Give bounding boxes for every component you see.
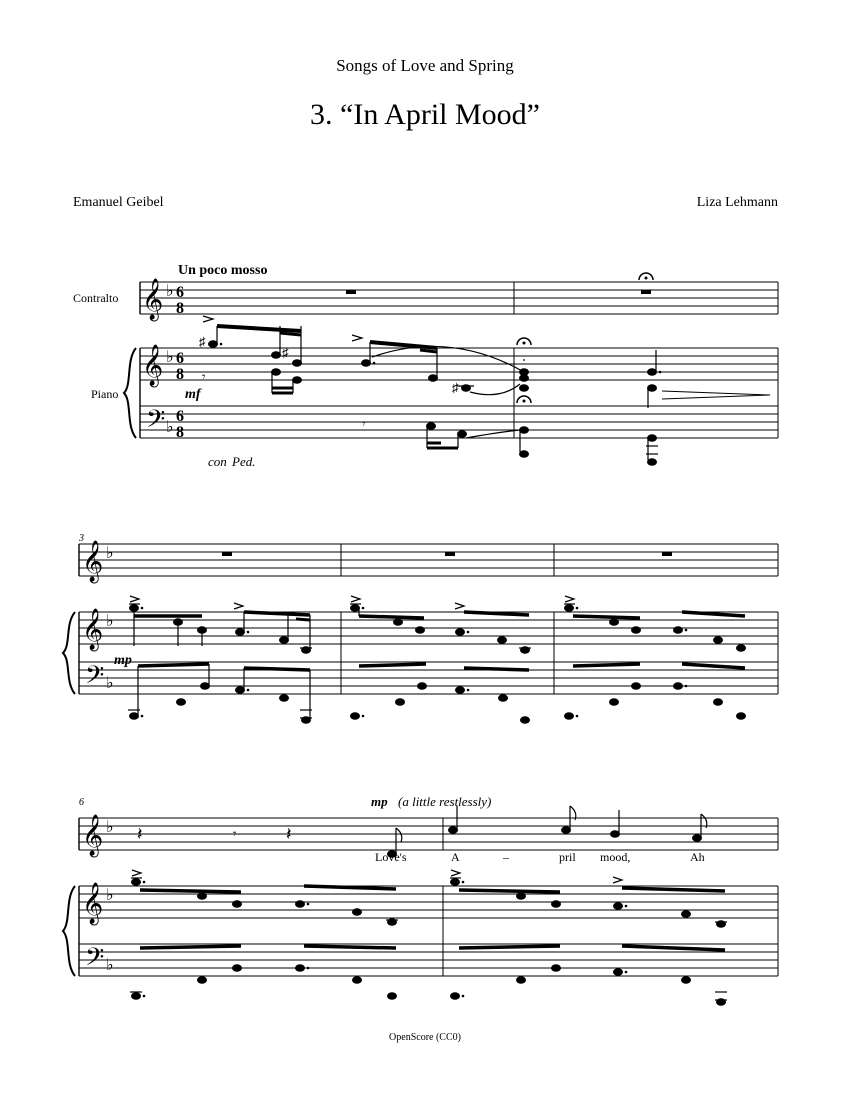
piano-treble-staff	[140, 348, 778, 380]
lyric-syllable: –	[503, 850, 509, 864]
poet-credit: Emanuel Geibel	[73, 195, 164, 210]
dynamic-mp-voice: mp	[371, 794, 388, 809]
svg-text:♭: ♭	[106, 613, 114, 630]
svg-text:♭: ♭	[106, 819, 114, 836]
svg-text:8: 8	[176, 366, 184, 383]
time-sig-numerator: 6	[176, 284, 184, 301]
svg-text:6: 6	[176, 408, 184, 425]
lyric-syllable: A	[451, 850, 460, 864]
piano-treble-m1	[199, 316, 770, 408]
svg-text:𝄢: 𝄢	[85, 944, 105, 977]
tempo-marking: Un poco mosso	[178, 263, 268, 278]
svg-text:♯: ♯	[282, 345, 289, 360]
lyric-syllable: Ah	[690, 850, 705, 864]
measure-number-3: 3	[79, 533, 84, 544]
svg-text:𝄾: 𝄾	[202, 369, 206, 384]
svg-text:♭: ♭	[106, 887, 114, 904]
svg-text:𝄽: 𝄽	[137, 824, 143, 844]
svg-text:♭: ♭	[106, 957, 114, 974]
svg-text:♭: ♭	[166, 349, 174, 366]
svg-text:♭: ♭	[106, 675, 114, 692]
contralto-staff	[140, 282, 778, 314]
contralto-label: Contralto	[73, 291, 119, 305]
footer-license: OpenScore (CC0)	[389, 1032, 461, 1043]
expression-text: (a little restlessly)	[398, 794, 492, 809]
svg-text:𝄞: 𝄞	[82, 883, 104, 923]
svg-text:6: 6	[176, 350, 184, 367]
pedal-con: con	[208, 454, 227, 469]
svg-text:𝄾: 𝄾	[233, 826, 237, 841]
lyric-syllable: Love's	[375, 850, 407, 864]
subtitle: Songs of Love and Spring	[336, 56, 514, 75]
piano-label: Piano	[91, 387, 119, 401]
system-2	[63, 533, 778, 724]
svg-text:♭: ♭	[106, 545, 114, 562]
svg-text:8: 8	[176, 424, 184, 441]
svg-text:𝄞: 𝄞	[142, 279, 164, 319]
measure-number-6: 6	[79, 797, 84, 808]
svg-text:♯: ♯	[199, 334, 206, 349]
svg-text:𝄽: 𝄽	[286, 824, 292, 844]
lyric-syllable: pril	[559, 850, 576, 864]
dynamic-mf: mf	[185, 387, 201, 402]
composer-credit: Liza Lehmann	[696, 195, 778, 210]
svg-text:♯: ♯	[452, 380, 459, 395]
system-1	[73, 263, 778, 469]
lyric-syllable: mood,	[600, 850, 631, 864]
time-sig-denominator: 8	[176, 300, 184, 317]
piano-bass-m1	[362, 416, 658, 466]
pedal-symbol: Ped.	[232, 454, 256, 469]
svg-text:♭: ♭	[166, 419, 174, 436]
svg-text:𝄢: 𝄢	[146, 406, 166, 439]
svg-text:𝄢: 𝄢	[85, 662, 105, 695]
svg-text:𝄞: 𝄞	[82, 815, 104, 855]
svg-text:♭: ♭	[166, 283, 174, 300]
system-3	[63, 794, 778, 1006]
page-title: 3. “In April Mood”	[310, 98, 540, 131]
dynamic-mp-piano: mp	[114, 653, 132, 668]
svg-text:𝄞: 𝄞	[82, 541, 104, 581]
svg-text:𝄞: 𝄞	[142, 345, 164, 385]
svg-text:𝄾: 𝄾	[362, 416, 366, 431]
svg-text:𝄞: 𝄞	[82, 609, 104, 649]
